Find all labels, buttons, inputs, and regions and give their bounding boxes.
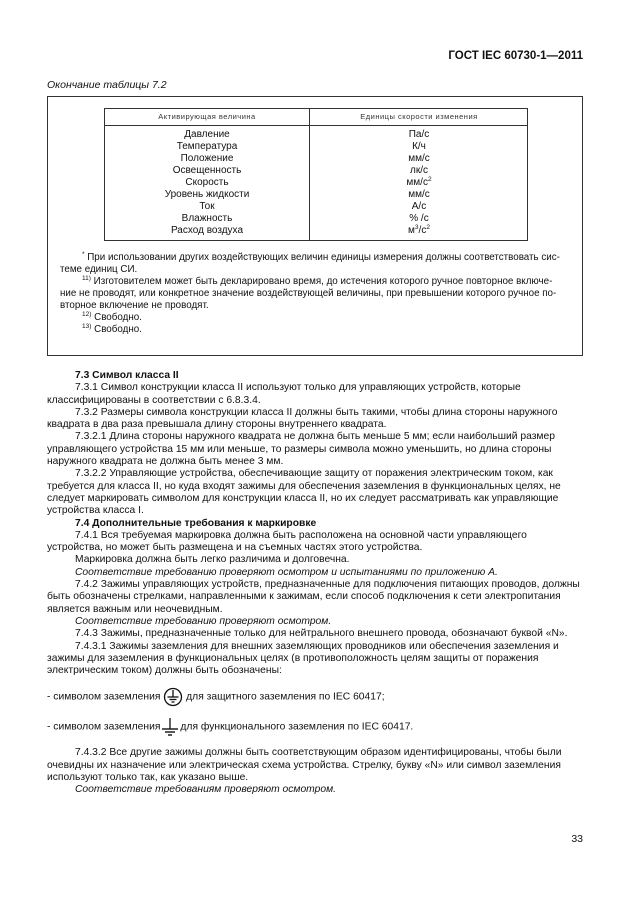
- footnote-mark: 12): [82, 311, 92, 318]
- table-header-units: Единицы скорости изменения: [309, 109, 528, 125]
- paragraph: 7.4.3.1 Зажимы заземления для внешних заземляющих проводников или обеспечения заземления и зажимы для заземления в функциональных целях (в противоположность целям защиты от поражения электрическим током) должны быть обозначены:: [47, 640, 559, 677]
- paragraph: 7.3.2.1 Длина стороны наружного квадрата не должна быть меньше 5 мм; если наибольший размер управляющего устройства 15 мм или меньше, то размеры символа можно уменьшить, но длина стороны наружного квадрата не должна быть менее 3 мм.: [47, 431, 555, 468]
- symbol-text: для функционального заземления по IEC 60417.: [180, 722, 414, 734]
- change-bar: [582, 292, 583, 332]
- footnote-mark: *: [82, 251, 85, 258]
- symbol-text: для защитного заземления по IEC 60417;: [186, 692, 385, 704]
- superscript: 2: [426, 224, 430, 231]
- table-caption: Окончание таблицы 7.2: [47, 79, 167, 91]
- section-heading: 7.4 Дополнительные требования к маркировке: [75, 517, 317, 529]
- change-bar: [582, 190, 583, 212]
- table-cell: Па/с: [408, 129, 430, 140]
- paragraph: Маркировка должна быть легко различима и долговечна.: [75, 554, 350, 566]
- superscript: 3: [414, 224, 419, 231]
- symbol-text: - символом заземления: [47, 692, 161, 704]
- paragraph: 7.4.3 Зажимы, предназначенные только для нейтрального внешнего провода, обозначают буквой «N».: [75, 628, 568, 640]
- document-code: ГОСТ IEC 60730-1—2011: [448, 50, 583, 62]
- footnote-text: Свободно.: [94, 324, 142, 335]
- footnote-text: При использовании других воздействующих величин единицы измерения должны соответствовать сис-: [87, 252, 560, 263]
- table-cell: Освещенность: [172, 165, 242, 176]
- table-cell: лк/с: [410, 165, 428, 176]
- footnote-text: ние не проводят, или конкретное значение воздействующей величины, при превышении которого ручное по-: [60, 288, 557, 299]
- page-number: 33: [571, 833, 583, 845]
- table-cell: мм/с: [408, 189, 430, 200]
- table-notes: [60, 252, 570, 336]
- paragraph: 7.3.1 Символ конструкции класса II используют только для управляющих устройств, которые классифицированы в соответствии с 6.8.3.4.: [47, 382, 521, 406]
- cell-text: мм/с: [406, 177, 428, 188]
- table-cell: мм/с: [408, 153, 430, 164]
- footnote-text: Изготовителем может быть декларировано время, до истечения которого ручное повторное включе-: [93, 276, 553, 287]
- superscript: 2: [427, 176, 432, 183]
- table-cell: Давление: [184, 129, 230, 140]
- change-bar: [582, 258, 583, 282]
- table-cell: А/с: [411, 201, 427, 212]
- symbol-line: [47, 687, 583, 707]
- quantity-column: [105, 129, 309, 237]
- units-table: [104, 108, 528, 241]
- paragraph: 7.3.2.2 Управляющие устройства, обеспечивающие защиту от поражения электрическим током, как требуется для класса II, но куда входят зажимы для обеспечения заземления в функциональных целях, не следует маркировать символом для конструкции класса II, но их следует рассматривать как управляющие устройства класса I.: [47, 468, 561, 517]
- footnote-text: Свободно.: [94, 312, 142, 323]
- compliance-note: Соответствие требованию проверяют осмотром и испытаниями по приложению А.: [75, 566, 498, 578]
- table-cell: Расход воздуха: [170, 225, 244, 236]
- table-cell: [310, 177, 528, 189]
- table-frame: [47, 96, 583, 356]
- cell-text: м: [408, 225, 415, 236]
- compliance-note: Соответствие требованиям проверяют осмотром.: [75, 784, 337, 796]
- paragraph: 7.3.2 Размеры символа конструкции класса II должны быть такими, чтобы длина стороны наружного квадрата в два раза превышала длину стороны внутреннего квадрата.: [47, 406, 558, 431]
- paragraph: 7.4.2 Зажимы управляющих устройств, предназначенные для подключения питающих проводов, должны быть обозначены стрелками, направленными к зажимам, если способ подключения к сети электропитания является важным или неочевидным.: [47, 579, 580, 615]
- section-heading: 7.3 Символ класса II: [75, 370, 179, 381]
- table-cell: Влажность: [181, 213, 233, 224]
- footnote-mark: 13): [82, 323, 92, 330]
- compliance-note: Соответствие требованию проверяют осмотром.: [75, 615, 332, 627]
- table-header-quantity: Активирующая величина: [158, 112, 256, 121]
- table-cell: Ток: [199, 201, 215, 212]
- table-cell: Температура: [176, 141, 238, 152]
- symbol-line: [47, 717, 583, 737]
- paragraph: 7.4.1 Вся требуемая маркировка должна быть расположена на основной части управляющего устройства, но может быть размещена и на съемных частях этого устройства.: [47, 529, 527, 554]
- document-body: [47, 370, 583, 797]
- table-cell: Скорость: [185, 177, 229, 188]
- table-cell: % /с: [409, 213, 429, 224]
- paragraph: 7.4.3.2 Все другие зажимы должны быть соответствующим образом идентифицированы, чтобы были очевидны их назначение или электрическая схема устройства. Стрелку, букву «N» или символ заземления используют только так, как указано выше.: [47, 747, 562, 784]
- footnote-mark: 11): [82, 275, 91, 282]
- table-cell: Уровень жидкости: [164, 189, 250, 200]
- footnote-text: вторное включение не проводят.: [60, 300, 209, 311]
- cell-text: /с: [418, 225, 427, 236]
- table-cell: [310, 225, 528, 237]
- symbol-text: - символом заземления: [47, 722, 161, 734]
- table-cell: Положение: [180, 153, 234, 164]
- units-column: [310, 129, 528, 237]
- functional-earth-icon: [160, 717, 180, 737]
- table-cell: К/ч: [412, 141, 426, 152]
- footnote-text: теме единиц СИ.: [60, 264, 138, 275]
- protective-earth-icon: [163, 687, 183, 707]
